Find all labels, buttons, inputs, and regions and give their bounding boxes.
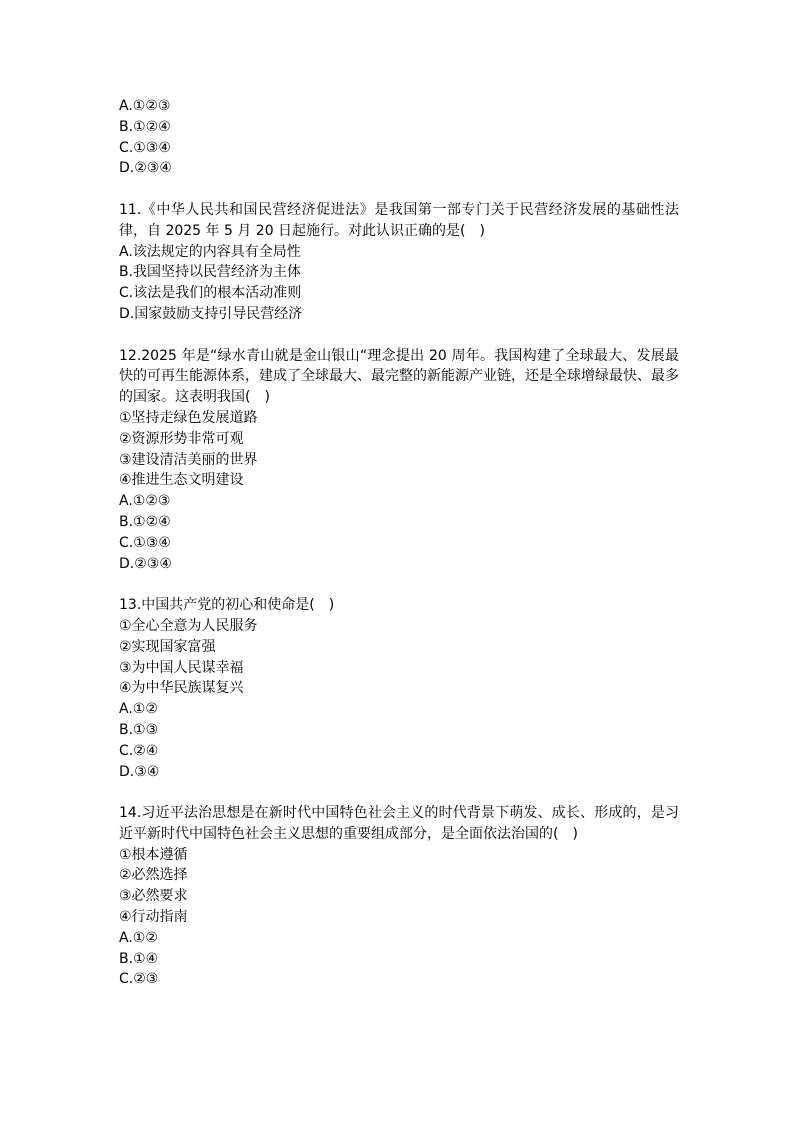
- option-c: C.①③④: [119, 534, 171, 551]
- question-12: [119, 346, 679, 575]
- option-d: D.③④: [119, 763, 160, 780]
- statement-4: ④行动指南: [119, 909, 188, 926]
- statement-1: ①坚持走绿色发展道路: [119, 409, 258, 426]
- option-d: D.国家鼓励支持引导民营经济: [119, 305, 303, 322]
- statement-1: ①全心全意为人民服务: [119, 617, 258, 634]
- statement-1: ①根本遵循: [119, 846, 188, 863]
- question-11-stem: 11.《中华人民共和国民营经济促进法》是我国第一部专门关于民营经济发展的基础性法律，自 2025 年 5 月 20 日起施行。对此认识正确的是( ): [119, 201, 679, 239]
- option-c: C.该法是我们的根本活动准则: [119, 285, 302, 302]
- statement-2: ②实现国家富强: [119, 638, 216, 655]
- statement-2: ②必然选择: [119, 867, 188, 884]
- statement-3: ③必然要求: [119, 888, 188, 905]
- option-c: C.②④: [119, 742, 159, 759]
- option-a: A.该法规定的内容具有全局性: [119, 243, 301, 260]
- option-d: D.②③④: [119, 160, 172, 177]
- statement-3: ③为中国人民谋幸福: [119, 659, 244, 676]
- question-12-stem: 12.2025 年是“绿水青山就是金山银山“理念提出 20 周年。我国构建了全球最大、发展最快的可再生能源体系，建成了全球最大、最完整的新能源产业链，还是全球增绿最快、最多的国家。这表明我国( ): [119, 347, 679, 406]
- question-14-stem: 14.习近平法治思想是在新时代中国特色社会主义的时代背景下萌发、成长、形成的，是习近平新时代中国特色社会主义思想的重要组成部分，是全面依法治国的( ): [119, 805, 679, 842]
- statement-4: ④为中华民族谋复兴: [119, 680, 244, 697]
- option-a: A.①②: [119, 929, 158, 946]
- option-a: A.①②③: [119, 493, 171, 510]
- option-b: B.我国坚持以民营经济为主体: [119, 264, 302, 281]
- option-c: C.②③: [119, 971, 159, 988]
- question-10-options: [119, 96, 679, 179]
- option-b: B.①②④: [119, 118, 171, 135]
- statement-2: ②资源形势非常可观: [119, 430, 244, 447]
- statement-3: ③建设清洁美丽的世界: [119, 451, 258, 468]
- question-13-stem: 13.中国共产党的初心和使命是( ): [119, 597, 335, 614]
- statement-4: ④推进生态文明建设: [119, 472, 244, 489]
- question-14: [119, 803, 679, 990]
- option-c: C.①③④: [119, 139, 171, 156]
- question-13: [119, 595, 679, 782]
- option-d: D.②③④: [119, 555, 172, 572]
- option-a: A.①②: [119, 701, 158, 718]
- exam-page: [119, 96, 679, 990]
- option-a: A.①②③: [119, 98, 171, 114]
- question-11: [119, 200, 679, 325]
- option-b: B.①④: [119, 950, 159, 967]
- option-b: B.①③: [119, 721, 159, 738]
- option-b: B.①②④: [119, 513, 171, 530]
